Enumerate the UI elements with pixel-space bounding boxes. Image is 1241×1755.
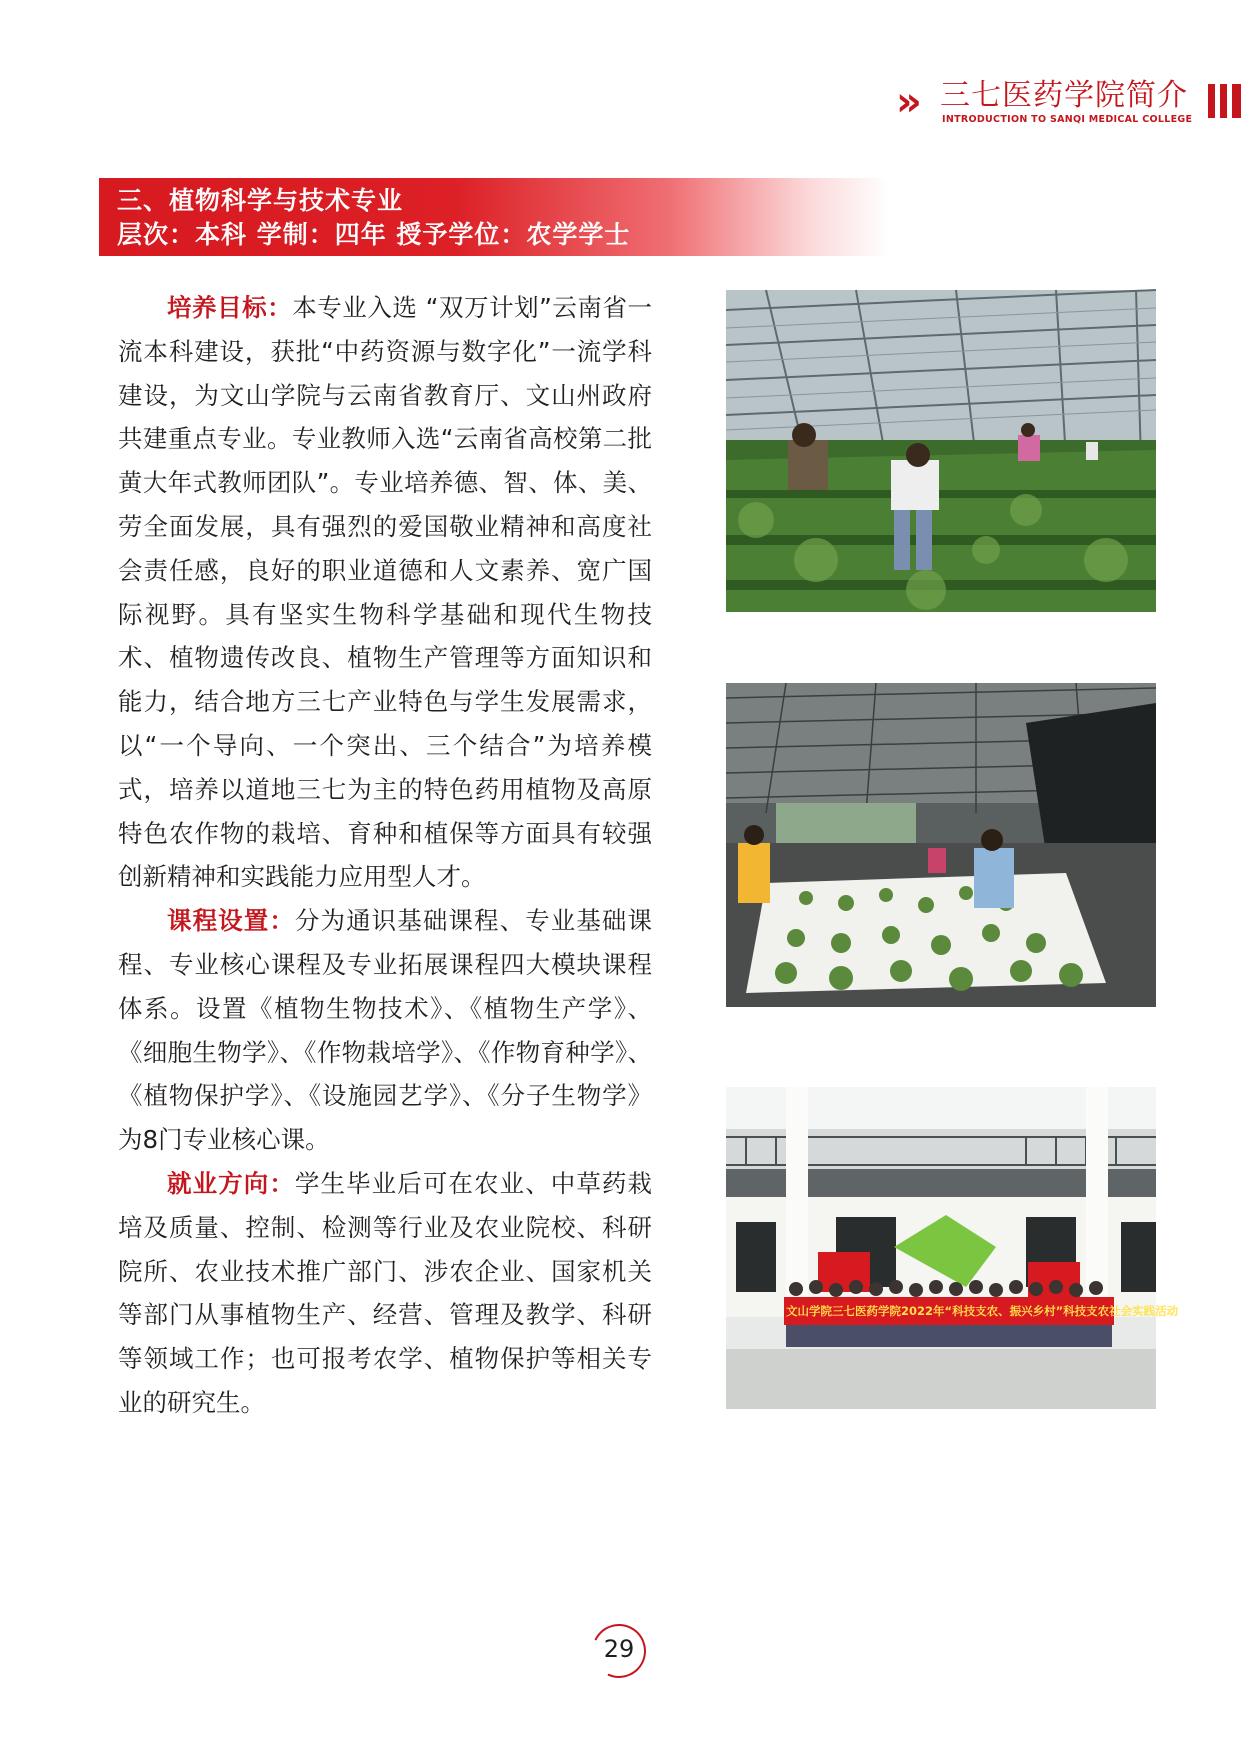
double-chevron-icon: » (896, 79, 908, 125)
brand-bars-icon (1208, 84, 1241, 118)
group-photo-banner-text: 文山学院三七医药学院2022年“科技支农、振兴乡村”科技支农社会实践活动 (786, 1304, 1179, 1318)
text-careers: 学生毕业后可在农业、中草药栽培及质量、控制、检测等行业及农业院校、科研院所、农业技术推广部门、涉农企业、国家机关等部门从事植物生产、经营、管理及教学、科研等领域工作；也可报考农学、植物保护等相关专业的研究生。 (118, 1168, 653, 1417)
keyword-courses: 课程设置： (167, 906, 295, 936)
section-title-band (99, 178, 889, 256)
section-title: 三、植物科学与技术专业 (117, 186, 404, 215)
text-goal: 本专业入选 “双万计划”云南省一流本科建设，获批“中药资源与数字化”一流学科建设，为文山学院与云南省教育厅、文山州政府共建重点专业。专业教师入选“云南省高校第二批黄大年式教师团队”。专业培养德、智、体、美、劳全面发展，具有强烈的爱国敬业精神和高度社会责任感，良好的职业道德和人文素养、宽广国际视野。具有坚实生物科学基础和现代生物技术、植物遗传改良、植物生产管理等方面知识和能力，结合地方三七产业特色与学生发展需求，以“一个导向、一个突出、三个结合”为培养模式，培养以道地三七为主的特色药用植物及高原特色农作物的栽培、育种和植保等方面具有较强创新精神和实践能力应用型人才。 (118, 293, 653, 892)
paragraph-careers (118, 1162, 652, 1425)
brand-header (896, 78, 1241, 128)
brand-title-en: INTRODUCTION TO SANQI MEDICAL COLLEGE (942, 114, 1193, 125)
photo-shadehouse-seedlings (726, 683, 1156, 1007)
keyword-careers: 就业方向： (167, 1168, 295, 1198)
photo-group-banner (726, 1087, 1179, 1409)
body-text (118, 286, 652, 1425)
paragraph-courses (118, 899, 652, 1162)
brand-title-cn: 三七医药学院简介 (940, 78, 1188, 113)
photo-greenhouse-students (726, 290, 1156, 612)
page-number-text: 29 (603, 1635, 635, 1663)
text-courses: 分为通识基础课程、专业基础课程、专业核心课程及专业拓展课程四大模块课程体系。设置《植物生物技术》、《植物生产学》、《细胞生物学》、《作物栽培学》、《作物育种学》、《植物保护学》、《设施园艺学》、《分子生物学》为8门专业核心课。 (118, 906, 653, 1155)
keyword-goal: 培养目标： (167, 293, 293, 322)
section-subtitle: 层次：本科 学制：四年 授予学位：农学学士 (117, 220, 631, 249)
page-number (592, 1624, 646, 1678)
paragraph-goal (118, 286, 652, 899)
